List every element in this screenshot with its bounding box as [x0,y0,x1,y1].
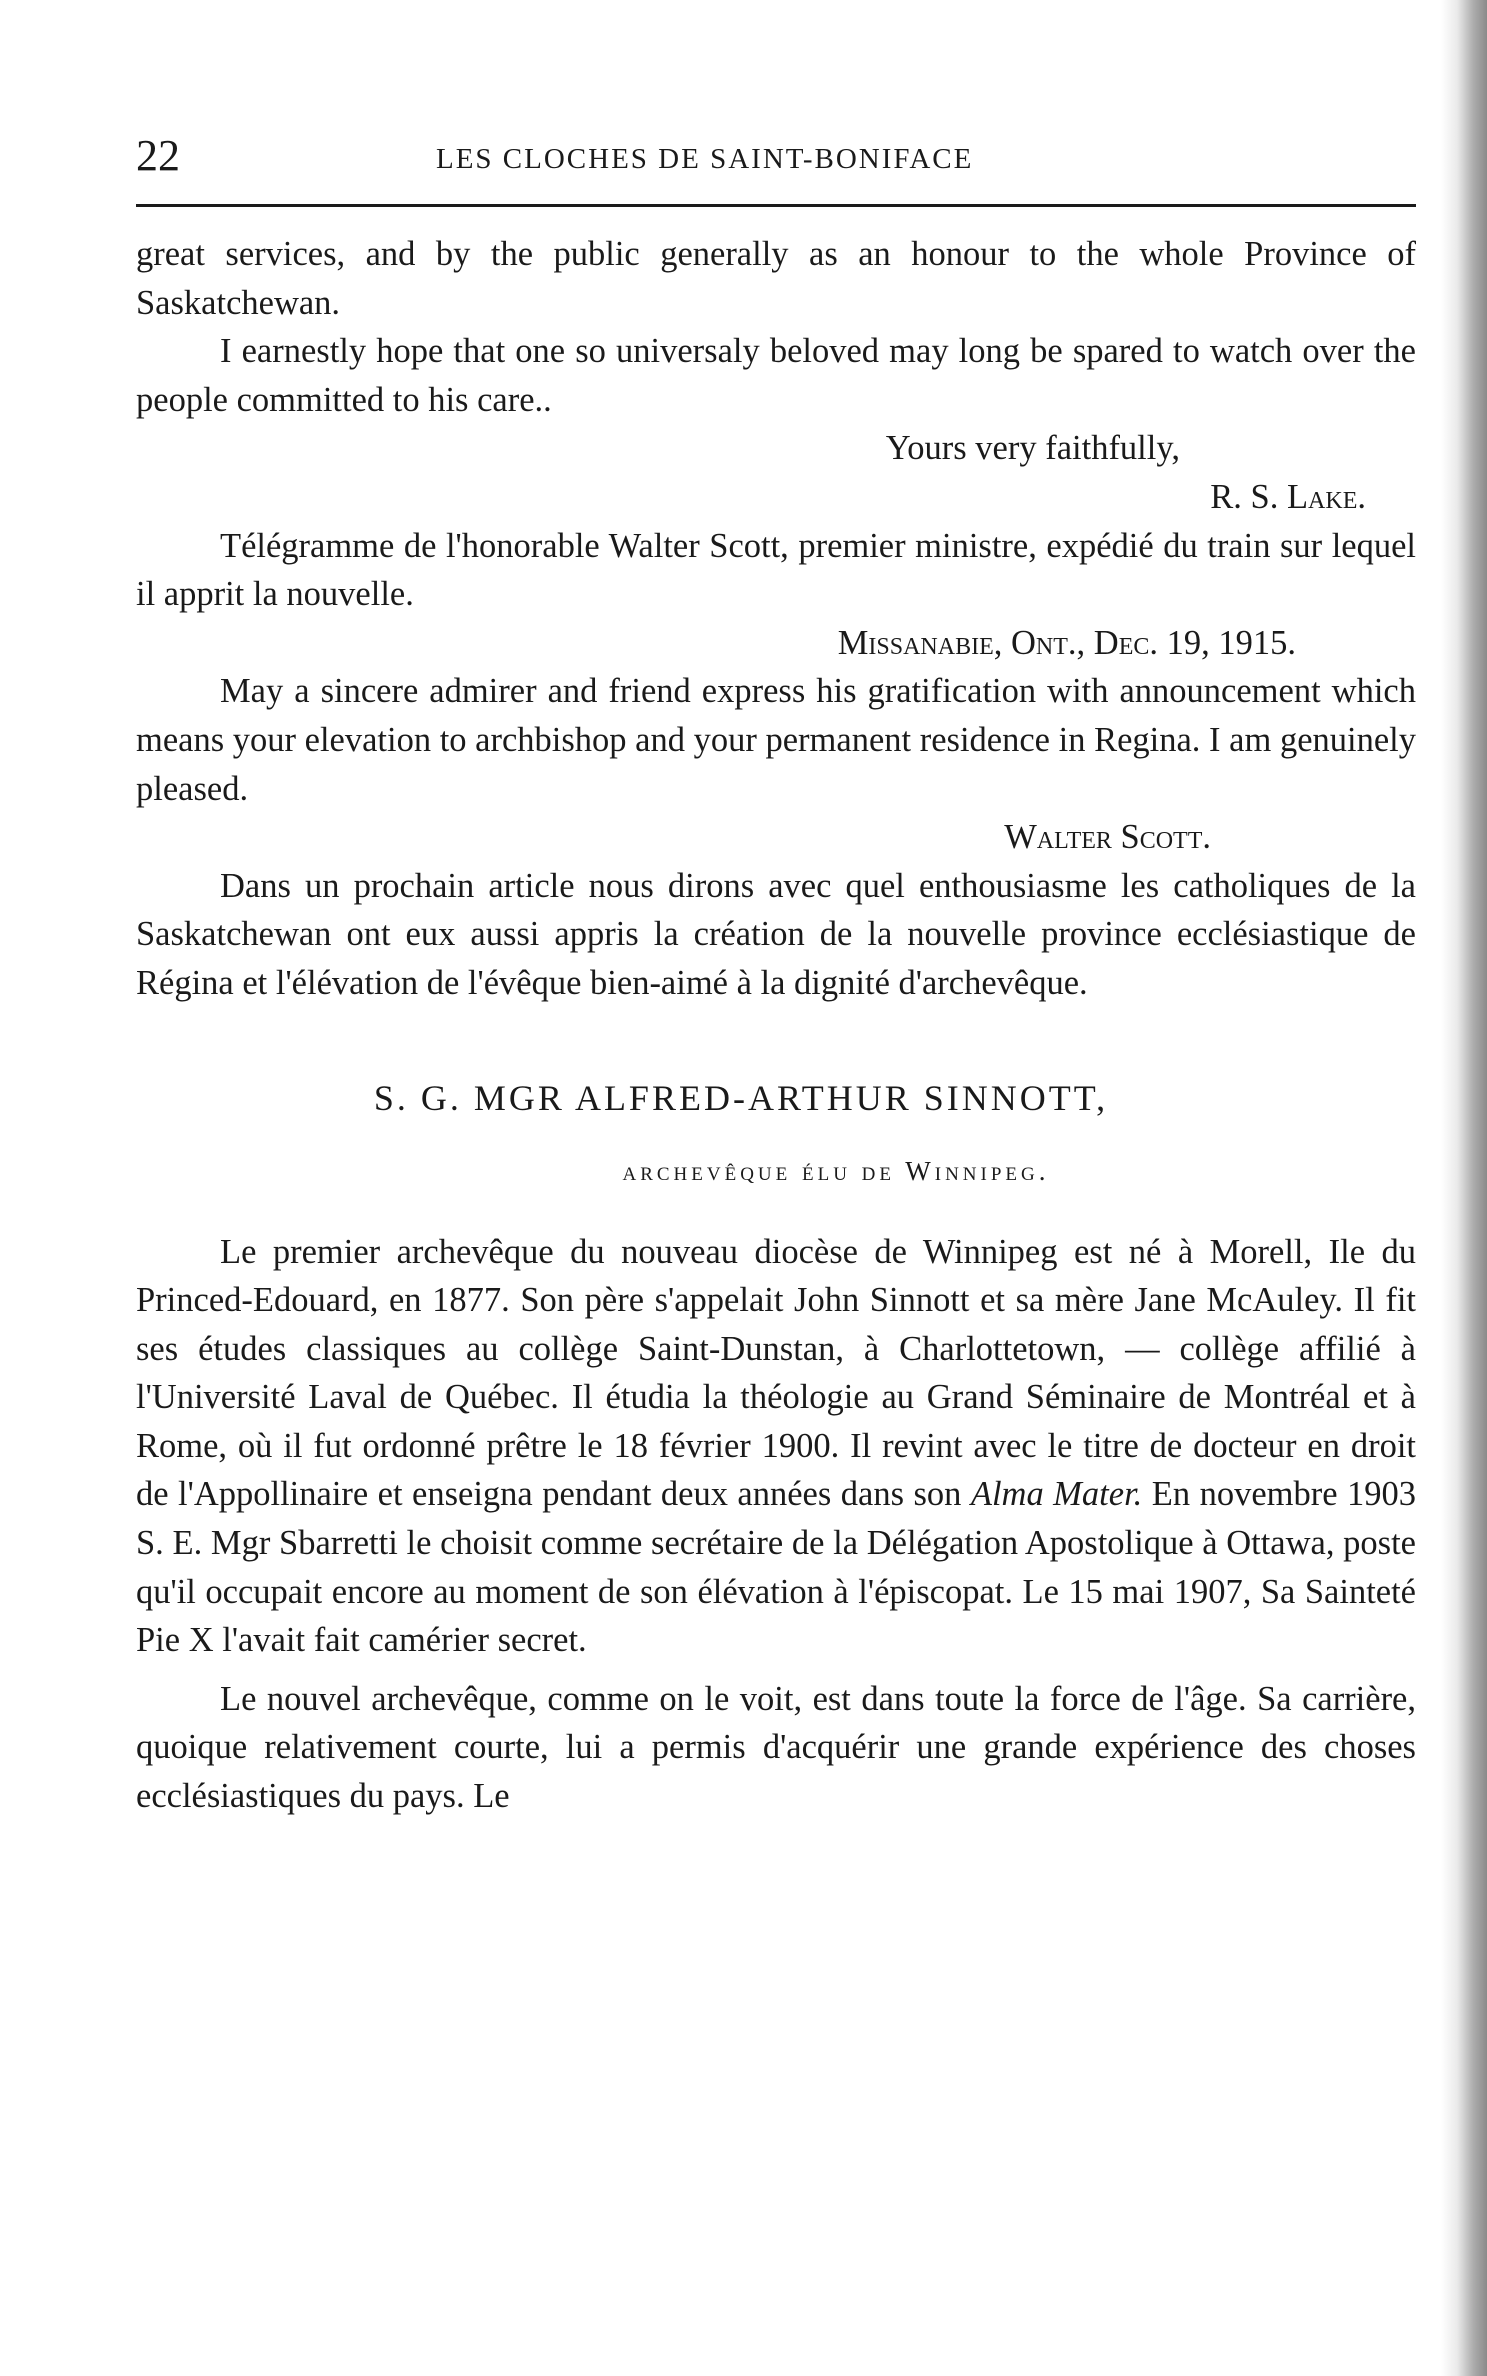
article-title: S. G. MGR ALFRED-ARTHUR SINNOTT, [373,1077,1109,1118]
telegram-signature: Walter Scott. [1004,818,1211,857]
article-paragraph-1 [136,1228,1416,1665]
page-header [136,126,1416,186]
telegram-place-date: Missanabie, Ont., Dec. 19, 1915. [837,623,1296,662]
article-paragraph-1-part-2: En novembre 1903 S. E. Mgr Sbarretti le choisit comme secrétaire de la Délégation Apostolique à Ottawa, poste qu'il occupait encore au moment de son élévation à l'épiscopat. Le 15 mai 1907, Sa Sainteté Pie X l'avait fait camérier secret. [136,1475,1417,1660]
header-rule [136,204,1416,207]
alma-mater-italic: Alma Mater. [970,1475,1143,1514]
scan-edge-shadow [1441,0,1487,2376]
telegram-intro: Télégramme de l'honorable Walter Scott, premier ministre, expédié du train sur lequel il apprit la nouvelle. [136,526,1416,614]
letter-signature: R. S. Lake. [1210,477,1366,516]
closing-paragraph: Dans un prochain article nous dirons avec quel enthousiasme les catholiques de la Saskatchewan ont eux aussi appris la création de la nouvelle province ecclésiastique de Régina et l'élévation de l'évêque bien-aimé à la dignité d'archevêque. [136,866,1416,1002]
letter-closing: Yours very faithfully, [885,429,1180,468]
running-title: LES CLOCHES DE SAINT-BONIFACE [436,143,974,175]
letter-continuation: great services, and by the public generally as an honour to the whole Province of Saskatchewan. [136,235,1416,322]
article-subtitle: archevêque élu de Winnipeg. [622,1155,1050,1186]
page-body [136,230,1416,1821]
telegram-message: May a sincere admirer and friend express his gratification with announcement which means your elevation to archbishop and your permanent residence in Regina. I am genuinely pleased. [136,672,1416,808]
article-paragraph-1-part-1: Le premier archevêque du nouveau diocèse de Winnipeg est né à Morell, Ile du Princed-Edouard, en 1877. Son père s'appelait John Sinnott et sa mère Jane McAuley. Il fit ses études classiques au collège Saint-Dunstan, à Charlottetown, — collège affilié à l'Université Laval de Québec. Il étudia la théologie au Grand Séminaire de Montréal et à Rome, où il fut ordonné prêtre le 18 février 1900. Il revint avec le titre de docteur en droit de l'Appollinaire et enseigna pendant deux années dans son [136,1232,1416,1514]
page-number: 22 [136,131,180,180]
letter-paragraph: I earnestly hope that one so universaly beloved may long be spared to watch over the people committed to his care.. [136,332,1416,419]
article-paragraph-2: Le nouvel archevêque, comme on le voit, est dans toute la force de l'âge. Sa carrière, quoique relativement courte, lui a permis d'acquérir une grande expérience des choses ecclésiastiques du pays. Le [136,1679,1416,1816]
